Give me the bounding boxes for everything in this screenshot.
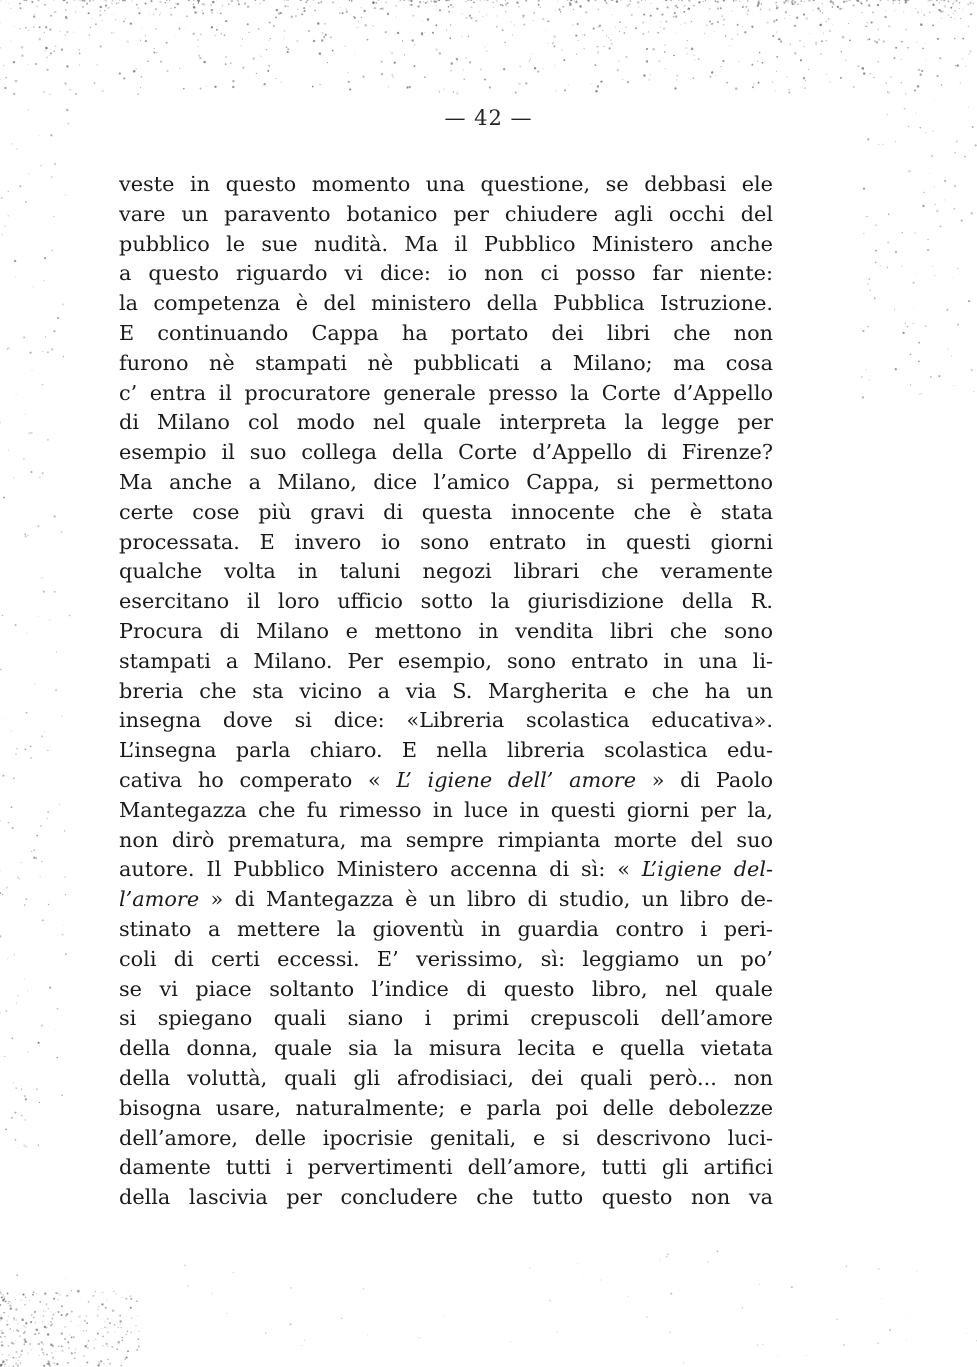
text-segment: qualche volta in taluni negozi librari che veramente (119, 559, 773, 584)
text-line (119, 796, 773, 826)
text-segment: esercitano il loro ufficio sotto la giurisdizione della R. (119, 589, 773, 614)
text-segment: L’insegna parla chiaro. E nella libreria scolastica edu- (119, 738, 773, 763)
text-line (119, 1124, 773, 1154)
italic-title-segment: L’igiene del- (641, 857, 773, 882)
text-segment: vare un paravento botanico per chiudere agli occhi del (119, 201, 773, 226)
text-segment: veste in questo momento una questione, se debbasi ele (119, 172, 773, 196)
text-line (119, 438, 773, 468)
text-line (119, 200, 773, 230)
text-line (119, 1183, 773, 1213)
text-segment: certe cose più gravi di questa innocente che è stata (119, 499, 773, 524)
text-line (119, 915, 773, 945)
italic-title-segment: l’amore (119, 887, 200, 912)
text-segment: a questo riguardo vi dice: io non ci posso far niente: (119, 261, 773, 286)
text-line (119, 408, 773, 438)
text-segment: di Milano col modo nel quale interpreta la legge per (119, 410, 773, 435)
text-line (119, 677, 773, 707)
italic-title-segment: L’ igiene dell’ amore (396, 767, 637, 792)
page-number: — 42 — (444, 106, 533, 130)
text-line (119, 736, 773, 766)
text-segment: della donna, quale sia la misura lecita e quella vietata (119, 1036, 773, 1061)
text-line (119, 557, 773, 587)
text-segment: Ma anche a Milano, dice l’amico Cappa, si permettono (119, 469, 773, 494)
body-text (119, 170, 773, 1213)
text-line (119, 1004, 773, 1034)
text-line (119, 289, 773, 319)
text-segment: se vi piace soltanto l’indice di questo libro, nel quale (119, 976, 773, 1001)
text-segment: damente tutti i pervertimenti dell’amore, tutti gli artifici (119, 1155, 773, 1180)
text-segment: pubblico le sue nudità. Ma il Pubblico Ministero anche (119, 231, 773, 256)
text-segment: si spiegano quali siano i primi crepuscoli dell’amore (119, 1006, 773, 1031)
text-segment: esempio il suo collega della Corte d’Appello di Firenze? (119, 440, 773, 465)
text-line (119, 1034, 773, 1064)
text-line (119, 1153, 773, 1183)
text-segment: coli di certi eccessi. E’ verissimo, sì: leggiamo un po’ (119, 946, 773, 971)
text-line (119, 230, 773, 260)
text-line (119, 855, 773, 885)
text-segment: processata. E invero io sono entrato in questi giorni (119, 529, 773, 554)
text-line (119, 468, 773, 498)
text-segment: non dirò prematura, ma sempre rimpianta morte del suo (119, 827, 773, 852)
text-line (119, 170, 773, 200)
text-line (119, 885, 773, 915)
text-line (119, 528, 773, 558)
text-line (119, 826, 773, 856)
text-line (119, 945, 773, 975)
text-line (119, 647, 773, 677)
text-segment: cativa ho comperato « (119, 767, 397, 792)
text-segment: c’ entra il procuratore generale presso la Corte d’Appello (119, 380, 773, 405)
text-line (119, 259, 773, 289)
text-segment: stinato a mettere la gioventù in guardia contro i peri- (119, 916, 773, 941)
text-line (119, 379, 773, 409)
text-line (119, 617, 773, 647)
text-segment: E continuando Cappa ha portato dei libri che non (119, 320, 773, 345)
text-segment: insegna dove si dice: «Libreria scolastica educativa». (119, 708, 773, 733)
text-segment: stampati a Milano. Per esempio, sono entrato in una li- (119, 648, 773, 673)
text-line (119, 1064, 773, 1094)
text-segment: della voluttà, quali gli afrodisiaci, dei quali però... non (119, 1065, 773, 1090)
text-segment: » di Mantegazza è un libro di studio, un libro de- (199, 887, 773, 912)
text-segment: autore. Il Pubblico Ministero accenna di sì: « (119, 857, 642, 882)
text-segment: » di Paolo (636, 767, 773, 792)
text-segment: dell’amore, delle ipocrisie genitali, e si descrivono luci- (119, 1125, 773, 1150)
text-line (119, 498, 773, 528)
text-line (119, 975, 773, 1005)
text-line (119, 1094, 773, 1124)
text-line (119, 349, 773, 379)
text-segment: breria che sta vicino a via S. Margherita e che ha un (119, 678, 773, 703)
text-line (119, 706, 773, 736)
text-line (119, 766, 773, 796)
text-segment: della lascivia per concludere che tutto questo non va (119, 1185, 773, 1210)
text-segment: Procura di Milano e mettono in vendita libri che sono (119, 618, 773, 643)
text-segment: furono nè stampati nè pubblicati a Milano; ma cosa (119, 350, 773, 375)
text-segment: Mantegazza che fu rimesso in luce in questi giorni per la, (119, 797, 773, 822)
text-segment: bisogna usare, naturalmente; e parla poi delle debolezze (119, 1095, 773, 1120)
text-segment: la competenza è del ministero della Pubblica Istruzione. (119, 291, 773, 316)
text-line (119, 587, 773, 617)
text-line (119, 319, 773, 349)
